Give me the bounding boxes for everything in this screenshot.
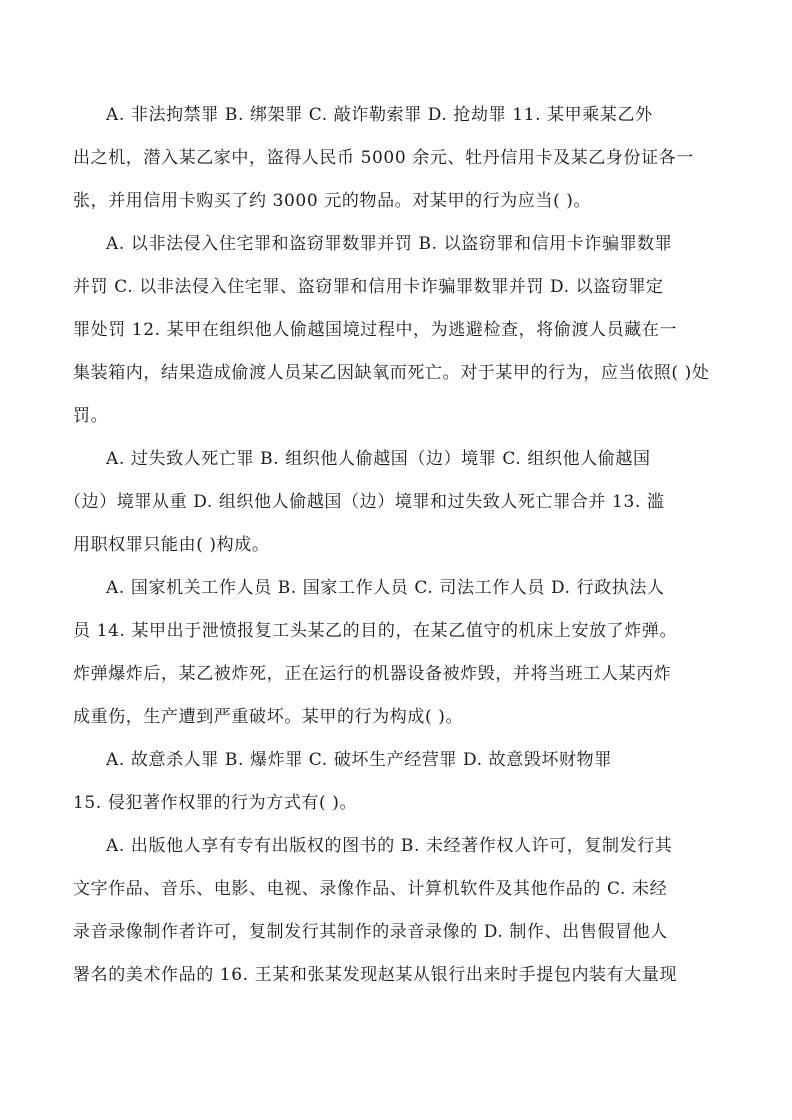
text-line: A. 出版他人享有专有出版权的图书的 B. 未经著作权人许可，复制发行其 — [106, 836, 673, 856]
text-line: 成重伤，生产遭到严重破坏。某甲的行为构成( )。 — [73, 707, 464, 727]
text-line: A. 非法拘禁罪 B. 绑架罪 C. 敲诈勒索罪 D. 抢劫罪 11. 某甲乘某乙外 — [106, 105, 653, 125]
text-line: A. 以非法侵入住宅罪和盗窃罪数罪并罚 B. 以盗窃罪和信用卡诈骗罪数罪 — [106, 234, 673, 254]
text-line: 员 14. 某甲出于泄愤报复工头某乙的目的，在某乙值守的机床上安放了炸弹。 — [73, 621, 678, 641]
text-line: （边）境罪从重 D. 组织他人偷越国（边）境罪和过失致人死亡罪合并 13. 滥 — [64, 492, 665, 512]
text-line: 署名的美术作品的 16. 王某和张某发现赵某从银行出来时手提包内装有大量现 — [73, 965, 678, 985]
text-line: 罚。 — [73, 406, 109, 426]
text-line: 张，并用信用卡购买了约 3000 元的物品。对某甲的行为应当( )。 — [73, 191, 592, 211]
text-line: 15. 侵犯著作权罪的行为方式有( )。 — [73, 793, 358, 813]
text-line: 炸弹爆炸后，某乙被炸死，正在运行的机器设备被炸毁，并将当班工人某丙炸 — [73, 664, 672, 684]
text-line: A. 国家机关工作人员 B. 国家工作人员 C. 司法工作人员 D. 行政执法人 — [106, 578, 665, 598]
text-line: A. 故意杀人罪 B. 爆炸罪 C. 破坏生产经营罪 D. 故意毁坏财物罪 — [106, 750, 612, 770]
text-line: 集装箱内，结果造成偷渡人员某乙因缺氧而死亡。对于某甲的行为，应当依照( )处 — [73, 363, 710, 383]
text-line: A. 过失致人死亡罪 B. 组织他人偷越国（边）境罪 C. 组织他人偷越国 — [106, 449, 651, 469]
text-line: 录音录像制作者许可，复制发行其制作的录音录像的 D. 制作、出售假冒他人 — [73, 922, 668, 942]
text-line: 罪处罚 12. 某甲在组织他人偷越国境过程中，为逃避检查，将偷渡人员藏在一 — [73, 320, 678, 340]
text-line: 用职权罪只能由( )构成。 — [73, 535, 270, 555]
text-line: 出之机，潜入某乙家中，盗得人民币 5000 余元、牡丹信用卡及某乙身份证各一 — [73, 148, 694, 168]
text-line: 并罚 C. 以非法侵入住宅罪、盗窃罪和信用卡诈骗罪数罪并罚 D. 以盗窃罪定 — [73, 277, 664, 297]
text-line: 文字作品、音乐、电影、电视、录像作品、计算机软件及其他作品的 C. 未经 — [73, 879, 668, 899]
